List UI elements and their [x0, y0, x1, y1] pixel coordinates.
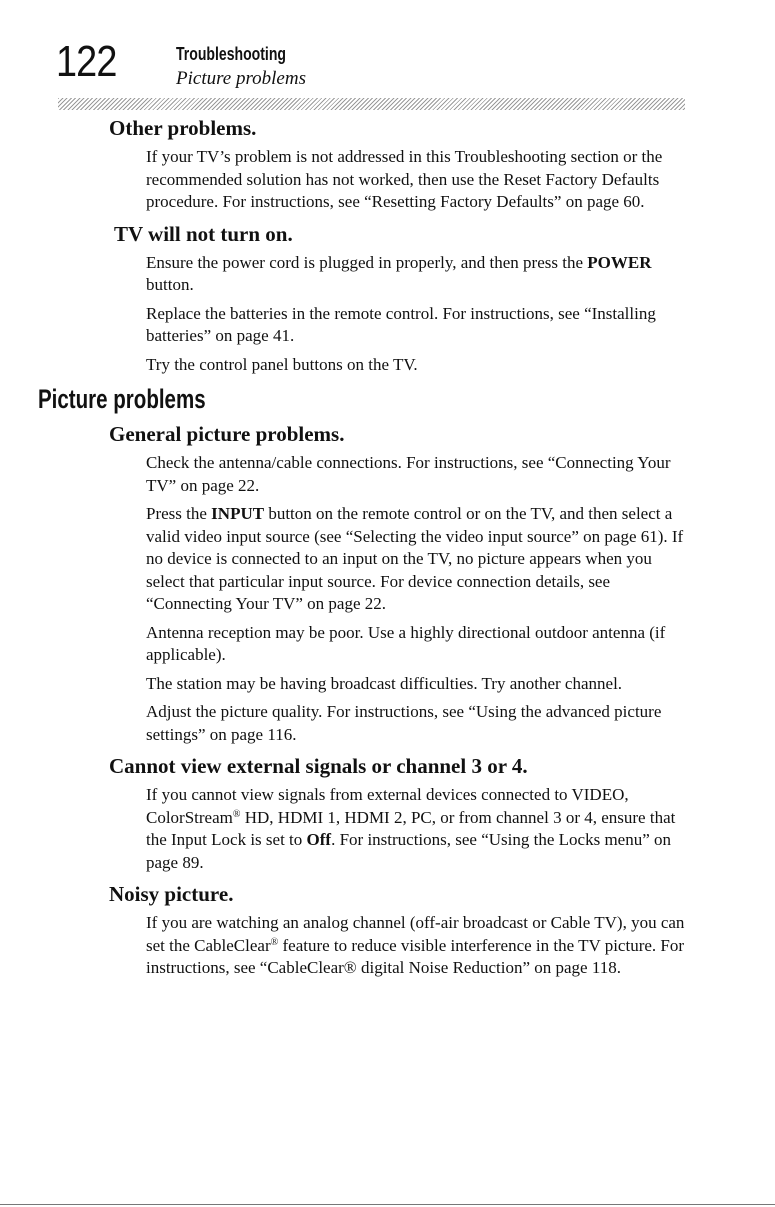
- paragraph: Replace the batteries in the remote control. For instructions, see “Installing batteries” on page 41.: [146, 303, 656, 345]
- text-run: . For instructions, see “Using the Locks menu” on page 89.: [146, 830, 672, 872]
- running-header-subsection: Picture problems: [176, 68, 306, 89]
- paragraph: If your TV’s problem is not addressed in this Troubleshooting section or the recommended solution has not worked, then use the Reset Factory Defaults procedure. For instructions, see “Resetting Factory Defaults” on page 60.: [146, 147, 663, 211]
- section-heading-picture-problems: Picture problems: [38, 384, 206, 414]
- paragraph: [146, 252, 685, 297]
- text-run: feature to reduce visible interference in the TV picture. For instructions, see “CableClear® digital Noise Reduction” on page 118.: [146, 935, 685, 977]
- paragraph: Antenna reception may be poor. Use a highly directional outdoor antenna (if applicable).: [146, 622, 666, 664]
- paragraph: The station may be having broadcast difficulties. Try another channel.: [146, 673, 623, 693]
- registered-mark: ®: [270, 936, 279, 948]
- topic-heading-other-problems: Other problems.: [109, 116, 257, 140]
- topic-heading-general: General picture problems.: [109, 422, 345, 446]
- text-run: HD, HDMI 1, HDMI 2, PC, or from channel 3 or 4, ensure that the Input Lock is set to: [146, 807, 676, 849]
- text-run: button on the remote control or on the TV, and then select a valid video input source (see “Selecting the video input source” on page 61). If no device is connected to an input on the TV, no picture appears when you select that particular input source. For device connection details, see “Connecting Your TV” on page 22.: [146, 504, 684, 613]
- input-button-label: INPUT: [211, 504, 265, 523]
- page-content: [0, 114, 775, 986]
- power-button-label: POWER: [587, 252, 652, 272]
- text-run: Ensure the power cord is plugged in properly, and then press the: [146, 252, 588, 272]
- paragraph: Try the control panel buttons on the TV.: [146, 354, 418, 374]
- topic-heading-noisy: Noisy picture.: [109, 882, 234, 906]
- text-run: Press the: [146, 504, 212, 523]
- paragraph: Check the antenna/cable connections. For instructions, see “Connecting Your TV” on page 22.: [146, 453, 671, 495]
- paragraph: [146, 784, 685, 874]
- header-rule: [58, 98, 685, 110]
- topic-heading-tv-not-on: TV will not turn on.: [114, 221, 293, 246]
- paragraph: [146, 503, 685, 616]
- off-setting-label: Off: [306, 830, 332, 849]
- registered-mark: ®: [232, 808, 241, 820]
- bottom-rule: [0, 1204, 775, 1205]
- text-run: button.: [146, 275, 194, 294]
- text-run: If you cannot view signals from external devices connected to VIDEO, ColorStream: [146, 785, 629, 827]
- paragraph: [146, 912, 685, 980]
- topic-heading-external: Cannot view external signals or channel 3 or 4.: [109, 754, 528, 778]
- paragraph: Adjust the picture quality. For instructions, see “Using the advanced picture settings” on page 116.: [146, 702, 662, 744]
- page-number: 122: [56, 37, 117, 86]
- text-run: If you are watching an analog channel (off-air broadcast or Cable TV), you can set the CableClear: [146, 913, 685, 955]
- running-header-section: Troubleshooting: [176, 44, 286, 64]
